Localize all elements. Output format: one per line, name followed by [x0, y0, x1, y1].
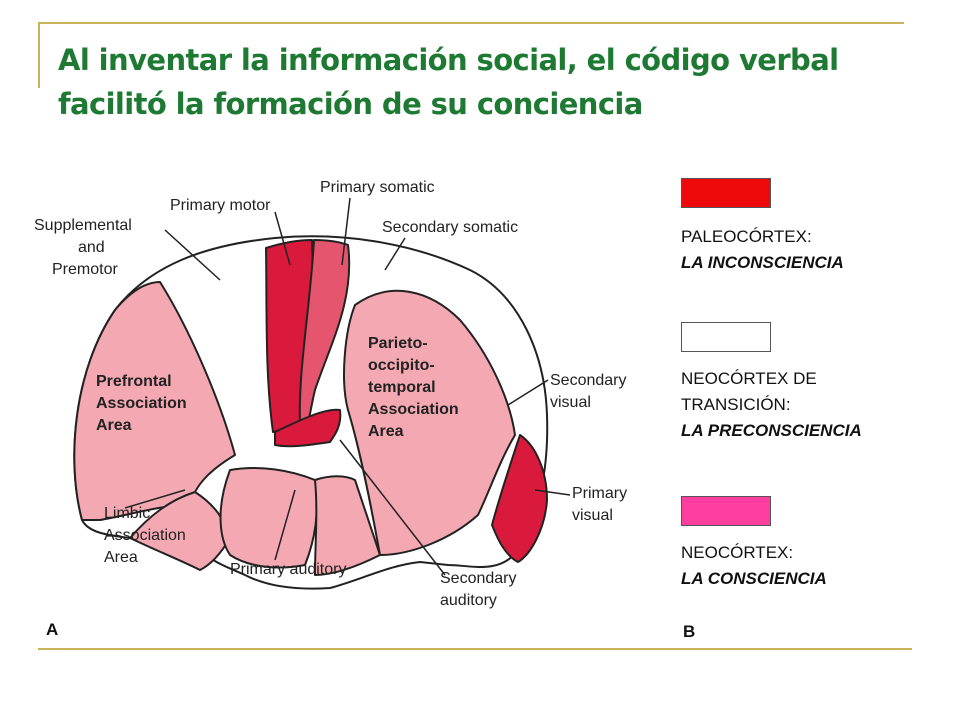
label-supplemental-1: Supplemental	[34, 217, 132, 234]
label-secondary-somatic: Secondary somatic	[382, 219, 519, 236]
label-limbic-1: Limbic	[104, 505, 151, 522]
label-parieto-5: Area	[368, 423, 404, 440]
label-limbic-2: Association	[104, 527, 186, 544]
label-prefrontal-2: Association	[96, 395, 187, 412]
frame-top-rule	[38, 22, 904, 24]
legend-neocortex-title: NEOCÓRTEX:	[681, 543, 794, 562]
brain-cortex-diagram	[30, 170, 630, 620]
primary-auditory-region	[221, 468, 317, 567]
legend-swatch-transition	[681, 322, 771, 352]
panel-label-a: A	[46, 620, 59, 639]
frame-bottom-rule	[38, 648, 912, 650]
label-prefrontal-3: Area	[96, 417, 132, 434]
legend-item-transition	[681, 366, 862, 444]
legend-paleocortex-desc: LA INCONSCIENCIA	[681, 253, 844, 272]
frame-left-rule	[38, 22, 40, 88]
legend-transition-desc: LA PRECONSCIENCIA	[681, 421, 862, 440]
label-primary-auditory: Primary auditory	[230, 561, 347, 578]
legend-swatch-neocortex	[681, 496, 771, 526]
legend-item-neocortex	[681, 540, 827, 592]
slide-title: Al inventar la información social, el código verbal facilitó la formación de su conciencia	[58, 43, 839, 121]
legend-neocortex-desc: LA CONSCIENCIA	[681, 569, 827, 588]
label-primary-somatic: Primary somatic	[320, 179, 435, 196]
label-supplemental-2: and	[78, 239, 105, 256]
label-secondary-auditory-1: Secondary	[440, 570, 517, 587]
label-parieto-2: occipito-	[368, 357, 435, 374]
legend-swatch-paleocortex	[681, 178, 771, 208]
label-parieto-4: Association	[368, 401, 459, 418]
panel-label-b: B	[683, 622, 696, 641]
label-primary-visual-1: Primary	[572, 485, 628, 502]
label-prefrontal-1: Prefrontal	[96, 373, 172, 390]
label-secondary-visual-2: visual	[550, 394, 591, 411]
label-primary-visual-2: visual	[572, 507, 613, 524]
label-parieto-1: Parieto-	[368, 335, 428, 352]
label-parieto-3: temporal	[368, 379, 436, 396]
label-secondary-visual-1: Secondary	[550, 372, 627, 389]
legend-paleocortex-title: PALEOCÓRTEX:	[681, 227, 812, 246]
legend-transition-title-2: TRANSICIÓN:	[681, 395, 791, 414]
label-supplemental-3: Premotor	[52, 261, 118, 278]
legend-transition-title-1: NEOCÓRTEX DE	[681, 369, 817, 388]
label-limbic-3: Area	[104, 549, 138, 566]
label-secondary-auditory-2: auditory	[440, 592, 497, 609]
legend-item-paleocortex	[681, 224, 844, 276]
label-primary-motor: Primary motor	[170, 197, 271, 214]
